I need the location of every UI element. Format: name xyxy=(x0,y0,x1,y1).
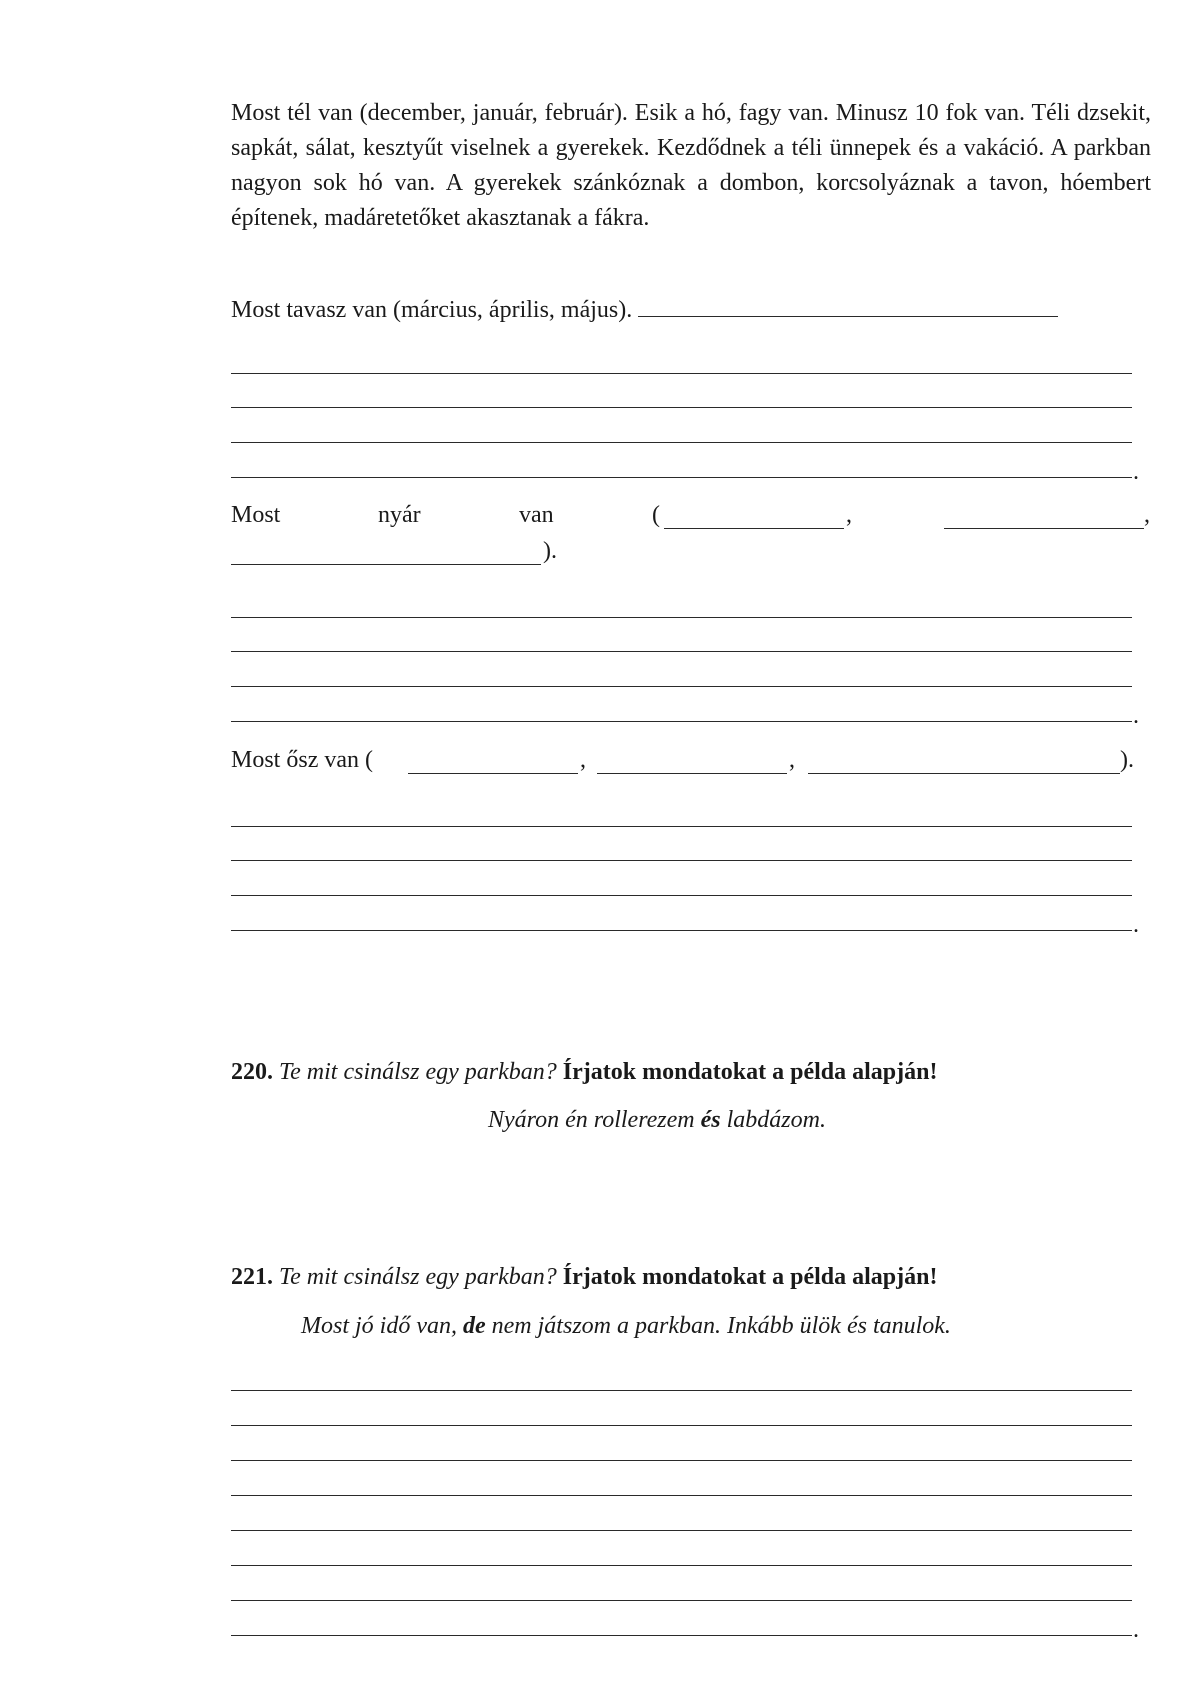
spring-blank-inline[interactable] xyxy=(638,294,1058,317)
autumn-month-blank-2[interactable] xyxy=(597,751,787,774)
exercise-220-heading xyxy=(231,1057,938,1087)
exercise-221-number: 221. xyxy=(231,1264,273,1290)
summer-open-paren: ( xyxy=(652,502,660,528)
exercise-221-example-bold: de xyxy=(463,1313,486,1339)
exercise-221-end-dot: . xyxy=(1133,1617,1139,1643)
summer-word-nyar: nyár xyxy=(378,502,421,528)
spring-writing-line-1[interactable] xyxy=(231,373,1132,374)
exercise-221-example xyxy=(301,1313,951,1340)
autumn-writing-line-4[interactable] xyxy=(231,930,1132,931)
winter-paragraph: Most tél van (december, január, február). Esik a hó, fagy van. Minusz 10 fok van. Téli dzsekit, sapkát, sálat, kesztyűt viselnek a gyerekek. Kezdődnek a téli ünnepek és a vakáció. A parkban nagyon sok hó van. A gyerekek szánkóznak a dombon, korcsolyáznak a tavon, hóembert építenek, madáretetőket akasztanak a fákra. xyxy=(231,100,1151,231)
autumn-prompt: Most ősz van ( xyxy=(231,747,373,773)
summer-month-blank-1[interactable] xyxy=(664,506,844,529)
exercise-220-example-bold: és xyxy=(700,1107,721,1133)
spring-end-dot: . xyxy=(1133,459,1139,485)
summer-word-most: Most xyxy=(231,502,281,528)
autumn-comma-1: , xyxy=(580,747,586,773)
summer-end-dot: . xyxy=(1133,703,1139,729)
exercise-221-writing-line-5[interactable] xyxy=(231,1530,1132,1531)
summer-month-blank-2[interactable] xyxy=(944,506,1144,529)
summer-writing-line-2[interactable] xyxy=(231,651,1132,652)
autumn-close-paren: ). xyxy=(1120,747,1134,773)
summer-writing-line-3[interactable] xyxy=(231,686,1132,687)
summer-writing-line-4[interactable] xyxy=(231,721,1132,722)
exercise-220-question: Te mit csinálsz egy parkban? xyxy=(279,1059,557,1085)
spring-writing-line-3[interactable] xyxy=(231,442,1132,443)
spring-writing-line-2[interactable] xyxy=(231,407,1132,408)
exercise-220-number: 220. xyxy=(231,1059,273,1085)
exercise-221-command: Írjatok mondatokat a példa alapján! xyxy=(562,1264,938,1290)
exercise-221-writing-line-8[interactable] xyxy=(231,1635,1132,1636)
autumn-writing-line-1[interactable] xyxy=(231,826,1132,827)
exercise-220-example xyxy=(488,1107,826,1134)
spring-prompt-line xyxy=(231,294,1058,325)
exercise-221-question: Te mit csinálsz egy parkban? xyxy=(279,1264,557,1290)
exercise-221-example-part1: Most jó idő van, xyxy=(301,1313,457,1339)
autumn-end-dot: . xyxy=(1133,912,1139,938)
exercise-221-writing-line-6[interactable] xyxy=(231,1565,1132,1566)
exercise-221-writing-line-2[interactable] xyxy=(231,1425,1132,1426)
exercise-221-writing-line-7[interactable] xyxy=(231,1600,1132,1601)
summer-comma-2: , xyxy=(1144,502,1150,528)
exercise-220-command: Írjatok mondatokat a példa alapján! xyxy=(562,1059,938,1085)
summer-month-blank-3[interactable] xyxy=(231,542,541,565)
spring-writing-line-4[interactable] xyxy=(231,477,1132,478)
exercise-221-writing-line-4[interactable] xyxy=(231,1495,1132,1496)
summer-word-van: van xyxy=(519,502,554,528)
exercise-221-example-part2: nem játszom a parkban. Inkább ülök és tanulok. xyxy=(491,1313,951,1339)
autumn-month-blank-1[interactable] xyxy=(408,751,578,774)
autumn-writing-line-2[interactable] xyxy=(231,860,1132,861)
spring-prompt: Most tavasz van (március, április, május). xyxy=(231,297,633,323)
exercise-221-writing-line-3[interactable] xyxy=(231,1460,1132,1461)
autumn-writing-line-3[interactable] xyxy=(231,895,1132,896)
summer-writing-line-1[interactable] xyxy=(231,617,1132,618)
exercise-221-heading xyxy=(231,1262,938,1292)
exercise-220-example-part2: labdázom. xyxy=(726,1107,826,1133)
autumn-comma-2: , xyxy=(789,747,795,773)
exercise-220-example-part1: Nyáron én rollerezem xyxy=(488,1107,695,1133)
autumn-month-blank-3[interactable] xyxy=(808,751,1120,774)
summer-comma-1: , xyxy=(846,502,852,528)
summer-close-paren: ). xyxy=(543,538,557,564)
exercise-221-writing-line-1[interactable] xyxy=(231,1390,1132,1391)
